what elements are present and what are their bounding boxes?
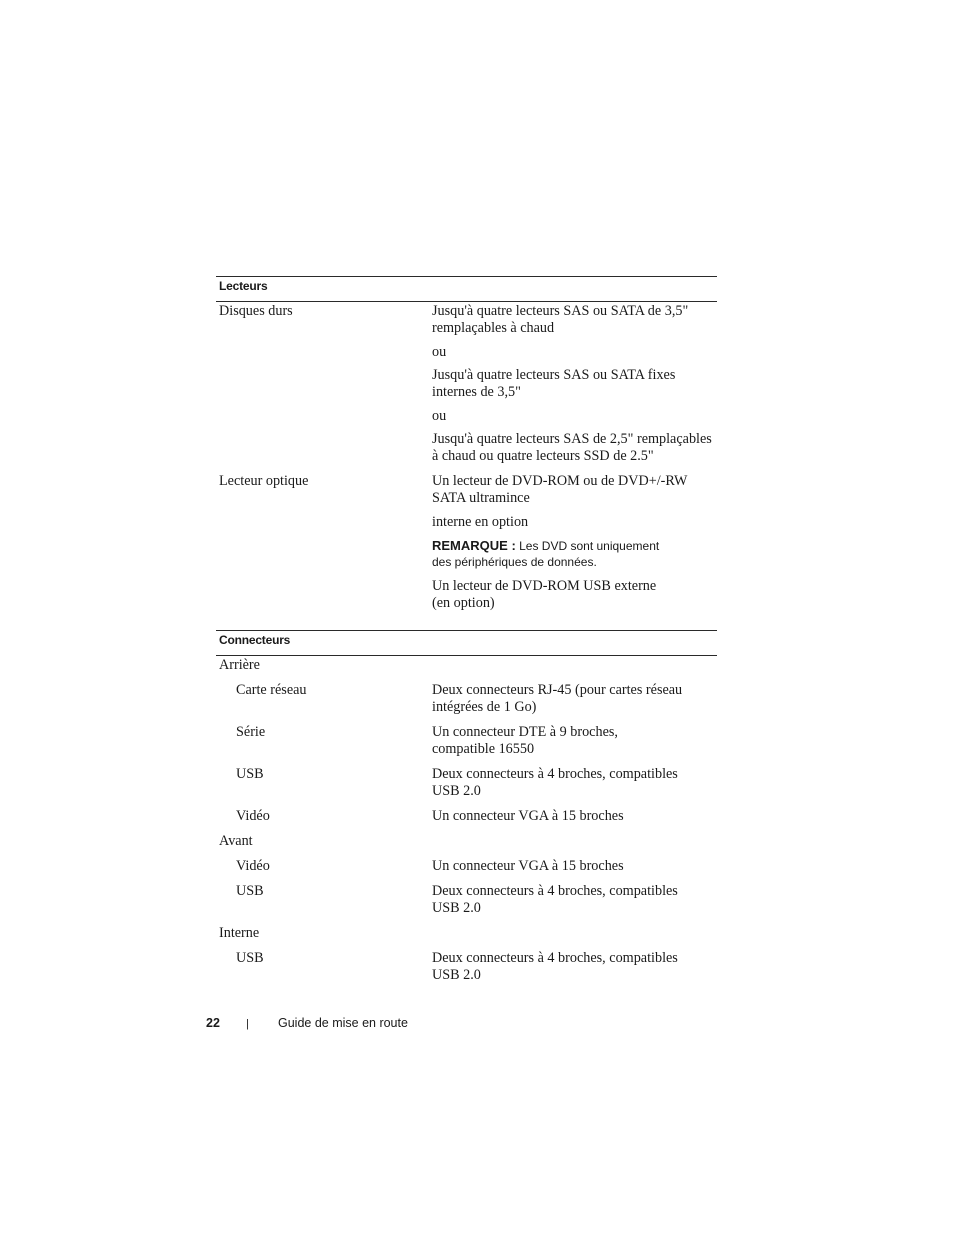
hard-drives-value-line: à chaud ou quatre lecteurs SSD de 2.5" <box>432 448 654 464</box>
row-label-video-rear: Vidéo <box>236 808 270 824</box>
video-front-value-line: Un connecteur VGA à 15 broches <box>432 858 624 874</box>
group-label-rear: Arrière <box>219 657 260 673</box>
serial-value-line: Un connecteur DTE à 9 broches, <box>432 724 618 740</box>
optical-value-line: interne en option <box>432 514 529 530</box>
hard-drives-value-line: Jusqu'à quatre lecteurs SAS ou SATA fixes <box>432 367 676 383</box>
page-number: 22 <box>206 1016 220 1030</box>
video-rear-value-line: Un connecteur VGA à 15 broches <box>432 808 624 824</box>
note-line <box>432 537 659 555</box>
row-label-usb-internal: USB <box>236 950 264 966</box>
row-label-serial: Série <box>236 724 266 740</box>
note-text: Les DVD sont uniquement <box>519 539 660 553</box>
optical-value-line: Un lecteur de DVD-ROM ou de DVD+/-RW <box>432 473 688 489</box>
usb-internal-value-line: Deux connecteurs à 4 broches, compatibles <box>432 950 678 966</box>
group-label-internal: Interne <box>219 925 260 941</box>
optical-extra-line: (en option) <box>432 595 495 611</box>
hard-drives-value-line: Jusqu'à quatre lecteurs SAS de 2,5" remplaçables <box>432 431 712 447</box>
row-label-usb-rear: USB <box>236 766 264 782</box>
usb-internal-value-line: USB 2.0 <box>432 967 481 983</box>
usb-front-value-line: USB 2.0 <box>432 900 481 916</box>
optical-value-line: SATA ultramince <box>432 490 530 506</box>
network-value-line: intégrées de 1 Go) <box>432 699 537 715</box>
group-label-front: Avant <box>219 833 253 849</box>
top-rule-drives <box>216 276 717 277</box>
serial-value-line: compatible 16550 <box>432 741 535 757</box>
section-heading-connectors: Connecteurs <box>219 633 291 647</box>
hard-drives-value-line: Jusqu'à quatre lecteurs SAS ou SATA de 3,5" <box>432 303 689 319</box>
row-label-optical-drive: Lecteur optique <box>219 473 309 489</box>
hard-drives-value-line: ou <box>432 408 447 424</box>
note-label: REMARQUE : <box>432 538 516 553</box>
hard-drives-value-line: internes de 3,5" <box>432 384 521 400</box>
row-label-video-front: Vidéo <box>236 858 270 874</box>
top-rule-connectors <box>216 630 717 631</box>
network-value-line: Deux connecteurs RJ-45 (pour cartes réseau <box>432 682 683 698</box>
hard-drives-value-line: ou <box>432 344 447 360</box>
footer-title: Guide de mise en route <box>278 1016 408 1030</box>
footer-separator: | <box>246 1018 249 1030</box>
note-line: des périphériques de données. <box>432 555 597 569</box>
usb-front-value-line: Deux connecteurs à 4 broches, compatibles <box>432 883 678 899</box>
usb-rear-value-line: Deux connecteurs à 4 broches, compatibles <box>432 766 678 782</box>
row-label-network: Carte réseau <box>236 682 307 698</box>
row-label-hard-drives: Disques durs <box>219 303 293 319</box>
row-label-usb-front: USB <box>236 883 264 899</box>
usb-rear-value-line: USB 2.0 <box>432 783 481 799</box>
hard-drives-value-line: remplaçables à chaud <box>432 320 555 336</box>
optical-extra-line: Un lecteur de DVD-ROM USB externe <box>432 578 657 594</box>
heading-rule-connectors <box>216 655 717 656</box>
heading-rule-drives <box>216 301 717 302</box>
section-heading-drives: Lecteurs <box>219 279 268 293</box>
